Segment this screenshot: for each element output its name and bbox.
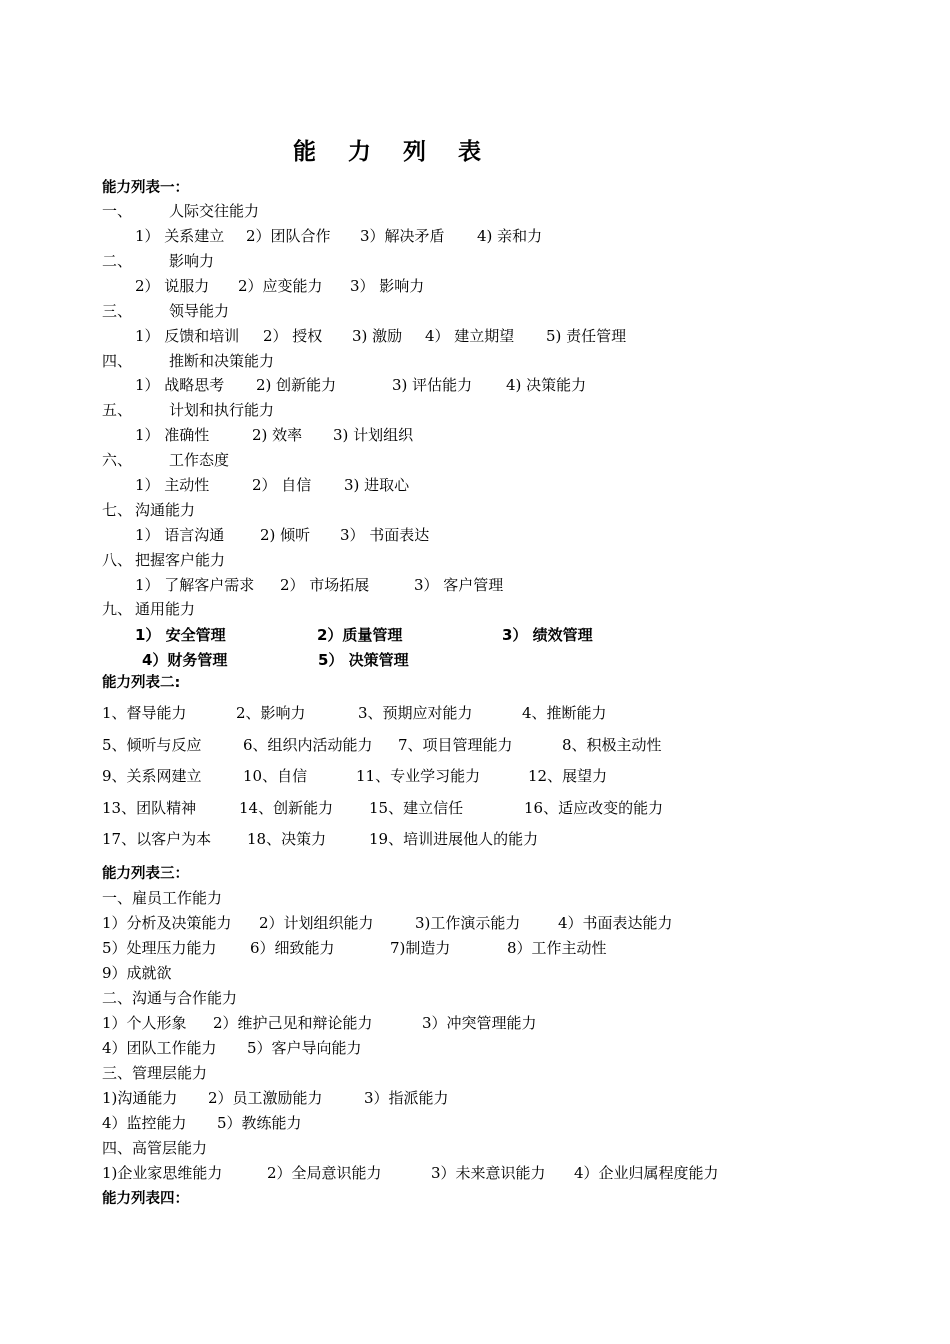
list-item: 4）财务管理 (142, 651, 228, 669)
list-item: 13、团队精神 (102, 799, 197, 817)
list-item: 3) 计划组织 (333, 426, 414, 444)
list-item: 4）企业归属程度能力 (574, 1164, 719, 1182)
list-item: 1） 安全管理 (135, 626, 226, 644)
list-item: 5、倾听与反应 (102, 736, 202, 754)
list-item: 2）员工激励能力 (208, 1089, 323, 1107)
list-item: 2）质量管理 (317, 626, 403, 644)
list-item: 15、建立信任 (369, 799, 464, 817)
section-number: 九、 (102, 600, 133, 618)
section-number: 四、 (102, 352, 133, 370)
list-item: 8）工作主动性 (507, 939, 607, 957)
list-item: 2）全局意识能力 (267, 1164, 382, 1182)
list-item: 4) 亲和力 (477, 227, 543, 245)
list-item: 2） 自信 (252, 476, 312, 494)
list-item: 1)企业家思维能力 (102, 1164, 223, 1182)
section-name: 把握客户能力 (135, 551, 226, 569)
section-name: 推断和决策能力 (169, 352, 275, 370)
list-item: 3) 激励 (352, 327, 403, 345)
list-item: 1） 了解客户需求 (135, 576, 255, 594)
section-name: 工作态度 (169, 451, 230, 469)
list-item: 2） 说服力 (135, 277, 210, 295)
list-item: 3）冲突管理能力 (422, 1014, 537, 1032)
section-name: 沟通能力 (135, 501, 196, 519)
list-item: 2）团队合作 (246, 227, 331, 245)
list-item: 1） 关系建立 (135, 227, 225, 245)
list-item: 2) 创新能力 (256, 376, 337, 394)
list-item: 2) 倾听 (260, 526, 311, 544)
section-name: 影响力 (169, 252, 215, 270)
list-item: 3） 书面表达 (340, 526, 430, 544)
list3-heading: 能力列表三： (102, 866, 189, 882)
list3-section-4: 四、高管层能力 (102, 1139, 208, 1157)
list-item: 7、项目管理能力 (398, 736, 513, 754)
list-item: 14、创新能力 (239, 799, 334, 817)
list-item: 2) 效率 (252, 426, 303, 444)
list-item: 1） 主动性 (135, 476, 210, 494)
list-item: 2、影响力 (236, 704, 306, 722)
list-item: 3、预期应对能力 (358, 704, 473, 722)
list-item: 2）计划组织能力 (259, 914, 374, 932)
section-name: 计划和执行能力 (169, 401, 275, 419)
list-item: 3）指派能力 (364, 1089, 449, 1107)
list-item: 3) 评估能力 (392, 376, 473, 394)
list-item: 8、积极主动性 (562, 736, 662, 754)
section-number: 一、 (102, 202, 133, 220)
list-item: 3）未来意识能力 (431, 1164, 546, 1182)
list-item: 3) 进取心 (344, 476, 410, 494)
list-item: 9、关系网建立 (102, 767, 202, 785)
list-item: 2）应变能力 (238, 277, 323, 295)
section-number: 三、 (102, 302, 133, 320)
list-item: 3） 绩效管理 (502, 626, 593, 644)
list-item: 11、专业学习能力 (356, 767, 481, 785)
list-item: 2） 授权 (263, 327, 323, 345)
list-item: 1） 反馈和培训 (135, 327, 240, 345)
section-number: 二、 (102, 252, 133, 270)
list-item: 17、以客户为本 (102, 830, 212, 848)
list-item: 5) 责任管理 (546, 327, 627, 345)
list-item: 4、推断能力 (522, 704, 607, 722)
list-item: 1）分析及决策能力 (102, 914, 232, 932)
list2-heading: 能力列表二: (102, 675, 181, 691)
section-number: 六、 (102, 451, 133, 469)
list-item: 5） 决策管理 (318, 651, 409, 669)
list-item: 1） 战略思考 (135, 376, 225, 394)
list-item: 10、自信 (243, 767, 308, 785)
list-item: 1） 准确性 (135, 426, 210, 444)
list4-heading: 能力列表四： (102, 1191, 189, 1207)
list-item: 16、适应改变的能力 (524, 799, 664, 817)
list-item: 3)工作演示能力 (415, 914, 521, 932)
section-number: 七、 (102, 501, 133, 519)
list-item: 18、决策力 (247, 830, 327, 848)
list-item: 7)制造力 (390, 939, 451, 957)
list-item: 4）监控能力 (102, 1114, 187, 1132)
list-item: 1） 语言沟通 (135, 526, 225, 544)
list-item: 19、培训进展他人的能力 (369, 830, 539, 848)
list3-section-3: 三、管理层能力 (102, 1064, 208, 1082)
list-item: 3）解决矛盾 (360, 227, 445, 245)
list3-section-1: 一、雇员工作能力 (102, 889, 223, 907)
list-item: 5）客户导向能力 (247, 1039, 362, 1057)
list-item: 1）个人形象 (102, 1014, 187, 1032)
list-item: 4）书面表达能力 (558, 914, 673, 932)
list1-heading: 能力列表一： (102, 180, 189, 196)
list3-section-2: 二、沟通与合作能力 (102, 989, 238, 1007)
list-item: 12、展望力 (528, 767, 608, 785)
list-item: 1、督导能力 (102, 704, 187, 722)
list-item: 2） 市场拓展 (280, 576, 370, 594)
list-item: 9）成就欲 (102, 964, 172, 982)
list-item: 5）处理压力能力 (102, 939, 217, 957)
list-item: 4） 建立期望 (425, 327, 515, 345)
list-item: 2）维护己见和辩论能力 (213, 1014, 373, 1032)
list-item: 4）团队工作能力 (102, 1039, 217, 1057)
section-number: 八、 (102, 551, 133, 569)
section-number: 五、 (102, 401, 133, 419)
list-item: 5）教练能力 (217, 1114, 302, 1132)
page-title: 能 力 列 表 (293, 139, 494, 165)
list-item: 3） 影响力 (350, 277, 425, 295)
section-name: 领导能力 (169, 302, 230, 320)
list-item: 6）细致能力 (250, 939, 335, 957)
list-item: 4) 决策能力 (506, 376, 587, 394)
list-item: 3） 客户管理 (414, 576, 504, 594)
list-item: 1)沟通能力 (102, 1089, 178, 1107)
section-name: 人际交往能力 (169, 202, 260, 220)
list-item: 6、组织内活动能力 (243, 736, 373, 754)
section-name: 通用能力 (135, 600, 196, 618)
